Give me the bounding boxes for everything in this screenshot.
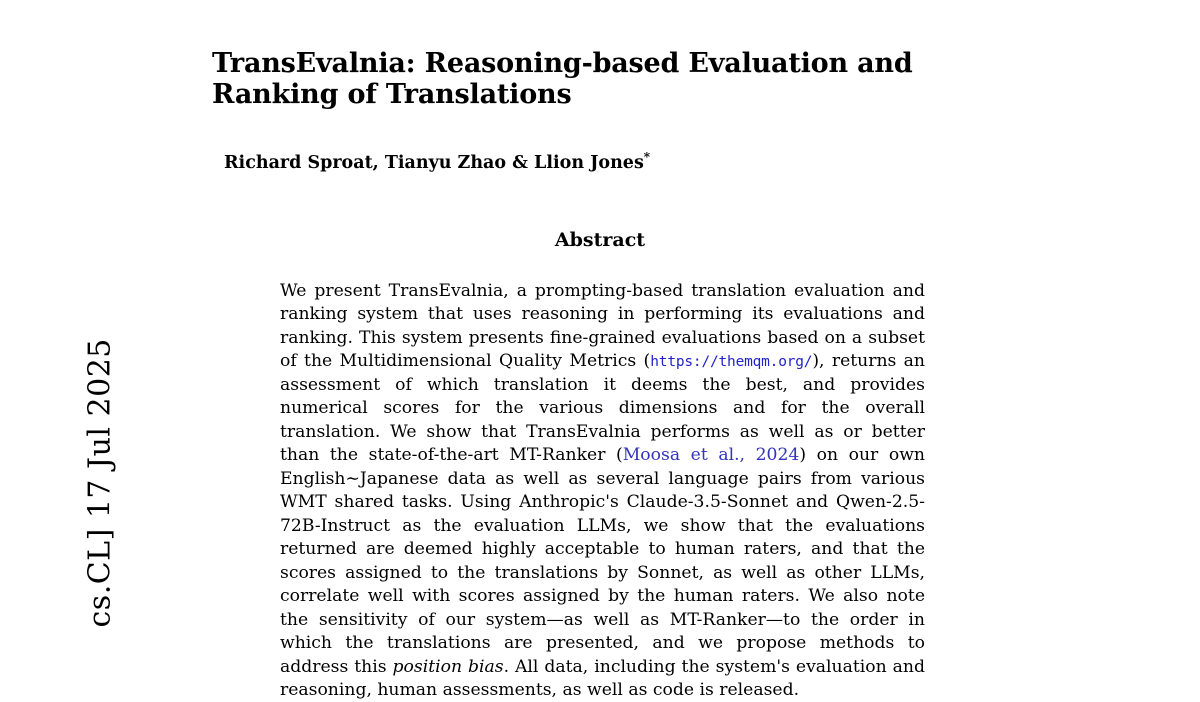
- abstract-body: [280, 280, 925, 702]
- author-names: Richard Sproat, Tianyu Zhao & Llion Jones: [224, 152, 644, 173]
- position-bias-term: position bias: [392, 656, 504, 677]
- abstract-text-part-1: We present TransEvalnia, a prompting-based translation evaluation and ranking system that uses reasoning in performing its evaluations and ranking. This system presents fine-grained evaluations based on a subset of the Multidimensional Quality Metrics (: [280, 281, 925, 372]
- abstract-text-part-4: . All data, including the system's evaluation and reasoning, human assessments, as well as code is released.: [280, 656, 925, 700]
- author-list: [224, 150, 1024, 173]
- abstract-text-part-2: ), returns an assessment of which translation it deems the best, and provides numerical scores for the various dimensions and for the overall translation. We show that TransEvalnia performs as well as or better than the state-of-the-art MT-Ranker (: [280, 351, 925, 466]
- arxiv-vertical-stamp: [0, 0, 120, 648]
- paper-page: [120, 0, 1200, 700]
- abstract-text-part-3: ) on our own English∼Japanese data as well as several language pairs from various WMT shared tasks. Using Anthropic's Claude-3.5-Sonnet and Qwen-2.5-72B-Instruct as the evaluation LLMs, we show that the evaluations returned are deemed highly acceptable to human raters, and that the scores assigned to the translations by Sonnet, as well as other LLMs, correlate well with scores assigned by the human raters. We also note the sensitivity of our system—as well as MT-Ranker—to the order in which the translations are presented, and we propose methods to address this: [280, 445, 925, 677]
- arxiv-stamp-text: cs.CL] 17 Jul 2025: [82, 338, 118, 628]
- page-title: TransEvalnia: Reasoning-based Evaluation and Ranking of Translations: [212, 48, 913, 111]
- abstract-paragraph: [280, 280, 925, 702]
- citation-link-moosa[interactable]: Moosa et al., 2024: [622, 445, 800, 466]
- mqm-url-link[interactable]: https://themqm.org/: [650, 354, 813, 371]
- author-footnote-marker: *: [643, 150, 651, 164]
- abstract-heading: Abstract: [554, 229, 646, 251]
